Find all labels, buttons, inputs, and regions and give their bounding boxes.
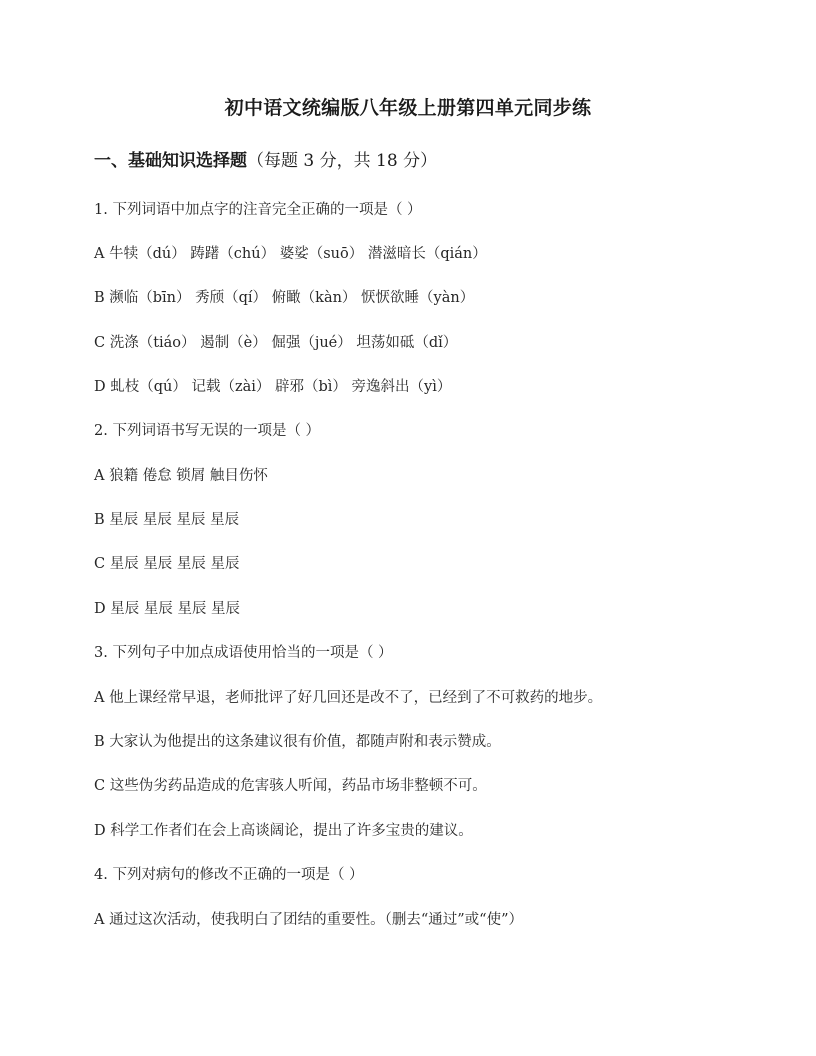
document-title: 初中语文统编版八年级上册第四单元同步练 (224, 97, 592, 119)
question-3-option-d: D 科学工作者们在会上高谈阔论，提出了许多宝贵的建议。 (94, 823, 473, 839)
section-heading-note: （每题 3 分，共 18 分） (247, 151, 438, 171)
question-4-stem: 4. 下列对病句的修改不正确的一项是（ ） (94, 867, 364, 883)
question-3-option-b: B 大家认为他提出的这条建议很有价值，都随声附和表示赞成。 (94, 734, 501, 750)
question-2-option-d: D 星辰 星辰 星辰 星辰 (94, 601, 241, 617)
question-3-stem: 3. 下列句子中加点成语使用恰当的一项是（ ） (94, 645, 393, 661)
question-3-option-a: A 他上课经常早退，老师批评了好几回还是改不了，已经到了不可救药的地步。 (94, 690, 603, 706)
question-1-option-b: B 濒临（bīn） 秀颀（qí） 俯瞰（kàn） 恹恹欲睡（yàn） (94, 290, 475, 306)
question-1-option-c: C 洗涤（tiáo） 遏制（è） 倔强（jué） 坦荡如砥（dǐ） (94, 335, 458, 351)
question-1-option-d: D 虬枝（qú） 记载（zài） 辟邪（bì） 旁逸斜出（yì） (94, 379, 452, 395)
question-1-stem: 1. 下列词语中加点字的注音完全正确的一项是（ ） (94, 202, 422, 218)
question-4-option-a: A 通过这次活动，使我明白了团结的重要性。（删去“通过”或“使”） (94, 912, 523, 928)
question-2-option-b: B 星辰 星辰 星辰 星辰 (94, 512, 240, 528)
section-heading-label: 一、基础知识选择题 (94, 151, 247, 171)
question-3-option-c: C 这些伪劣药品造成的危害骇人听闻，药品市场非整顿不可。 (94, 778, 487, 794)
section-heading (94, 149, 437, 173)
question-2-option-c: C 星辰 星辰 星辰 星辰 (94, 556, 240, 572)
question-2-stem: 2. 下列词语书写无误的一项是（ ） (94, 423, 321, 439)
question-2-option-a: A 狼籍 倦怠 锁屑 触目伤怀 (94, 468, 268, 484)
question-1-option-a: A 牛犊（dú） 踌躇（chú） 婆娑（suō） 潜滋暗长（qián） (94, 246, 487, 262)
